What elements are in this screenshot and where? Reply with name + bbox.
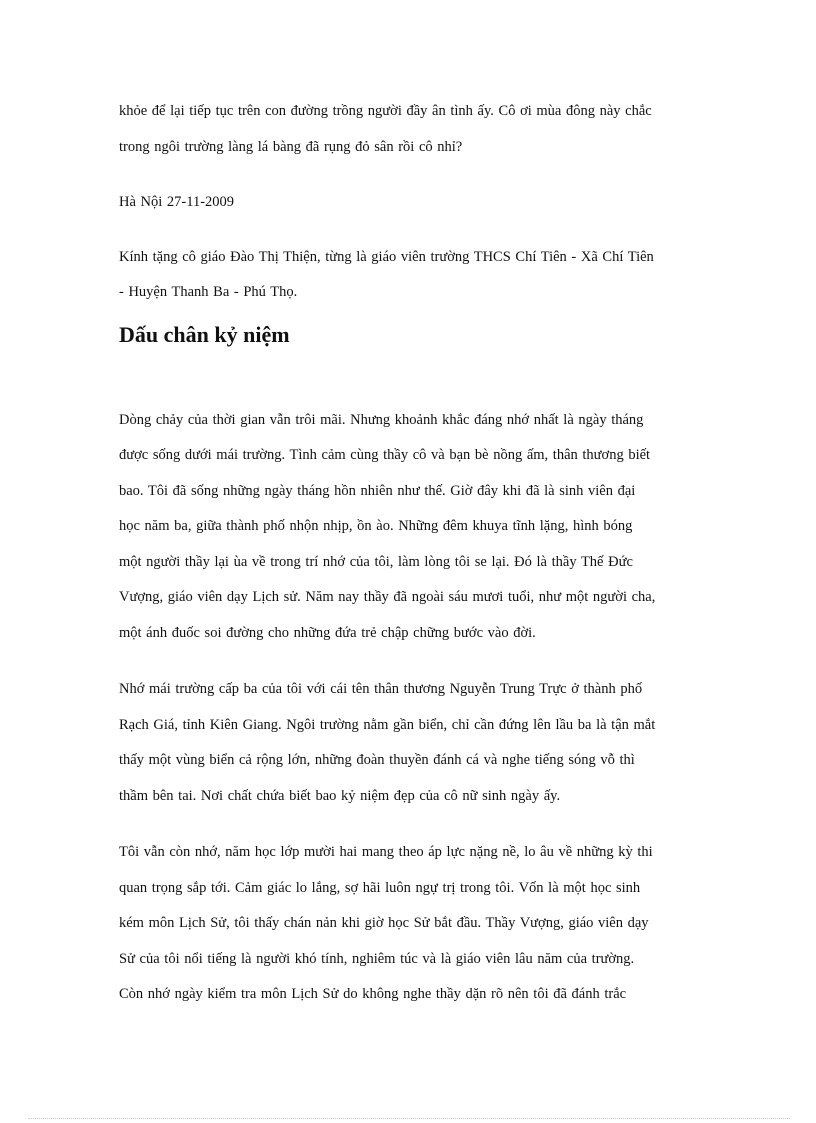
text-line: kém môn Lịch Sử, tôi thấy chán nản khi giờ học Sử bắt đầu. Thầy Vượng, giáo viên dạy <box>119 915 649 931</box>
intro-paragraph <box>119 94 699 165</box>
text-line: Nhớ mái trường cấp ba của tôi với cái tên thân thương Nguyễn Trung Trực ở thành phố <box>119 681 643 697</box>
paragraph-3 <box>119 835 699 1013</box>
text-line: trong ngôi trường làng lá bàng đã rụng đỏ sân rồi cô nhỉ? <box>119 138 463 155</box>
text-line: được sống dưới mái trường. Tình cảm cùng thầy cô và bạn bè nồng ấm, thân thương biết <box>119 447 651 463</box>
section-heading: Dấu chân kỷ niệm <box>119 321 290 347</box>
document-page <box>119 94 699 1013</box>
text-line: Còn nhớ ngày kiểm tra môn Lịch Sử do không nghe thầy dặn rõ nên tôi đã đánh trắc <box>119 986 627 1002</box>
text-line: Sử của tôi nổi tiếng là người khó tính, nghiêm túc và là giáo viên lâu năm của trường. <box>119 950 635 967</box>
text-line: bao. Tôi đã sống những ngày tháng hồn nhiên như thế. Giờ đây khi đã là sinh viên đại <box>119 482 636 499</box>
text-line: quan trọng sắp tới. Cảm giác lo lắng, sợ hãi luôn ngự trị trong tôi. Vốn là một học sinh <box>119 879 641 896</box>
text-line: Dòng chảy của thời gian vẫn trôi mãi. Nhưng khoảnh khắc đáng nhớ nhất là ngày tháng <box>119 411 644 428</box>
text-line: Vượng, giáo viên dạy Lịch sử. Năm nay thầy đã ngoài sáu mươi tuổi, như một người cha, <box>119 589 656 605</box>
text-line: thấy một vùng biển cả rộng lớn, những đoàn thuyền đánh cá và nghe tiếng sóng vỗ thì <box>119 752 635 768</box>
text-line: một người thầy lại ùa về trong trí nhớ của tôi, làm lòng tôi se lại. Đó là thầy Thế Đức <box>119 553 633 570</box>
text-line: học năm ba, giữa thành phố nhộn nhịp, ồn ào. Những đêm khuya tĩnh lặng, hình bóng <box>119 518 633 534</box>
text-line: Kính tặng cô giáo Đào Thị Thiện, từng là giáo viên trường THCS Chí Tiên - Xã Chí Tiên <box>119 248 654 265</box>
text-line: Tôi vẫn còn nhớ, năm học lớp mười hai mang theo áp lực nặng nề, lo âu về những kỳ thi <box>119 844 653 860</box>
paragraph-1 <box>119 403 699 652</box>
date-line <box>119 185 699 221</box>
text-line: một ánh đuốc soi đường cho những đứa trẻ chập chững bước vào đời. <box>119 624 536 641</box>
text-line: - Huyện Thanh Ba - Phú Thọ. <box>119 284 298 300</box>
text-line: thầm bên tai. Nơi chất chứa biết bao kỷ niệm đẹp của cô nữ sinh ngày ấy. <box>119 787 561 804</box>
dedication-paragraph <box>119 240 699 311</box>
page-bottom-rule <box>28 1118 790 1119</box>
text-line: Rạch Giá, tỉnh Kiên Giang. Ngôi trường nằm gần biển, chỉ cần đứng lên lầu ba là tận mắt <box>119 716 656 733</box>
paragraph-2 <box>119 672 699 814</box>
date-text: Hà Nội 27-11-2009 <box>119 193 235 210</box>
text-line: khỏe để lại tiếp tục trên con đường trồng người đầy ân tình ấy. Cô ơi mùa đông này chắc <box>119 103 652 119</box>
